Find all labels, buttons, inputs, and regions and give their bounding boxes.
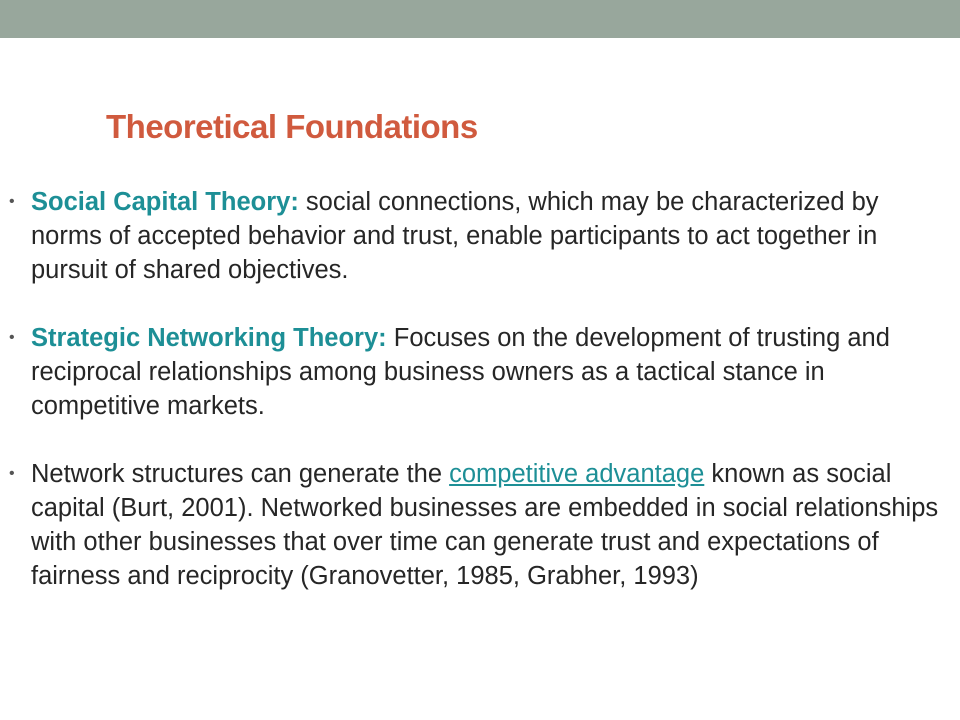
bullet-strategic-networking [9,321,946,423]
slide-title: Theoretical Foundations [106,108,478,145]
bullet-network-structures [9,457,946,593]
bullet-list [0,185,960,627]
bullet-term: Social Capital Theory: [31,188,299,216]
bullet-dot-icon: • [9,329,15,346]
bullet-social-capital [9,185,946,287]
bullet-text: social connections, which may be characterized by norms of accepted behavior and trust, enable participants to act together in pursuit of shared objectives. [31,188,879,284]
bullet-term: Strategic Networking Theory: [31,324,387,352]
top-accent-bar [0,0,960,38]
bullet-text: Focuses on the development of trusting and reciprocal relationships among business owners as a tactical stance in competitive markets. [31,324,890,420]
competitive-advantage-link[interactable]: competitive advantage [449,460,705,488]
bullet-text: known as social capital (Burt, 2001). Networked businesses are embedded in social relationships with other businesses that over time can generate trust and expectations of fairness and reciprocity (Granovetter, 1985, Grabher, 1993) [31,460,939,590]
bullet-dot-icon: • [9,193,15,210]
bullet-dot-icon: • [9,465,15,482]
bullet-text: Network structures can generate the [31,460,450,488]
